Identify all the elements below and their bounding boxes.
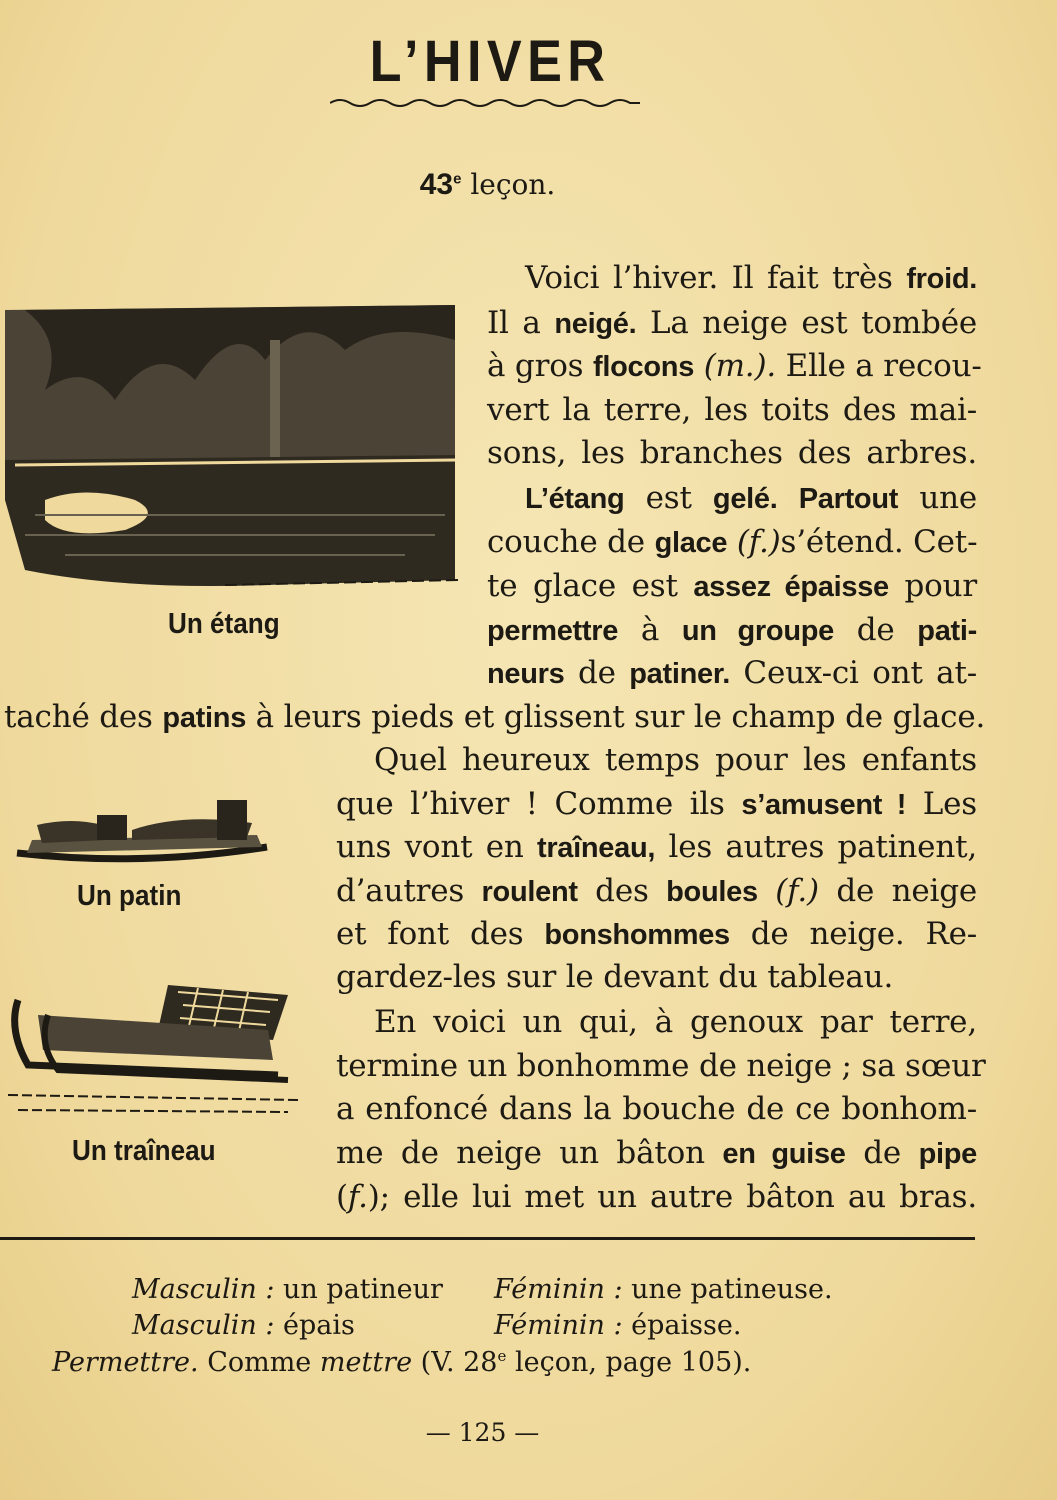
text-line: Quel heureux temps pour les enfants — [374, 742, 977, 778]
lesson-heading: 43e leçon. — [419, 168, 556, 201]
text-line: vert la terre, les toits des mai- — [487, 392, 977, 428]
caption-traineau: Un traîneau — [72, 1135, 216, 1167]
note-fem-1: Féminin : une patineuse. — [494, 1274, 833, 1305]
text-line: L’étang est gelé. Partout une — [525, 480, 977, 516]
text-line: Il a neigé. La neige est tombée — [487, 305, 977, 341]
text-line: En voici un qui, à genoux par terre, — [374, 1004, 977, 1040]
text-line: te glace est assez épaisse pour — [487, 568, 977, 604]
text-line: gardez-les sur le devant du tableau. — [336, 959, 894, 995]
text-line: d’autres roulent des boules (f.) de neige — [336, 873, 978, 909]
pond-illustration — [5, 300, 460, 600]
text-line: me de neige un bâton en guise de pipe — [336, 1135, 977, 1171]
sledge-illustration — [8, 970, 298, 1120]
caption-etang: Un étang — [168, 608, 280, 640]
text-line: permettre à un groupe de pati- — [487, 612, 977, 648]
text-line: à gros flocons (m.). Elle a recou- — [487, 348, 982, 384]
note-masc-2: Masculin : épais — [132, 1310, 355, 1341]
text-line: sons, les branches des arbres. — [487, 435, 977, 471]
page-number: — 125 — — [425, 1418, 540, 1447]
text-line: uns vont en traîneau, les autres patinent, — [336, 829, 977, 865]
text-line: taché des patins à leurs pieds et glissent sur le champ de glace. — [4, 699, 986, 735]
caption-patin: Un patin — [77, 880, 182, 912]
separator-rule — [0, 1237, 975, 1240]
note-masc-1: Masculin : un patineur — [132, 1274, 443, 1305]
page-title: L’HIVER — [369, 29, 611, 94]
text-line: Voici l’hiver. Il fait très froid. — [525, 260, 977, 296]
text-line: couche de glace (f.)s’étend. Cet- — [487, 524, 978, 560]
text-line: a enfoncé dans la bouche de ce bonhom- — [336, 1091, 977, 1127]
text-line: (f.); elle lui met un autre bâton au bras. — [336, 1179, 977, 1215]
text-line: neurs de patiner. Ceux-ci ont at- — [487, 655, 977, 691]
title-underline — [330, 95, 640, 111]
text-line: que l’hiver ! Comme ils s’amusent ! Les — [336, 786, 977, 822]
note-fem-2: Féminin : épaisse. — [494, 1310, 742, 1341]
text-line: et font des bonshommes de neige. Re- — [336, 916, 977, 952]
text-line: termine un bonhomme de neige ; sa sœur — [336, 1048, 986, 1084]
skate-illustration — [12, 795, 272, 870]
note-permettre: Permettre. Comme mettre (V. 28e leçon, page 105). — [52, 1347, 752, 1378]
